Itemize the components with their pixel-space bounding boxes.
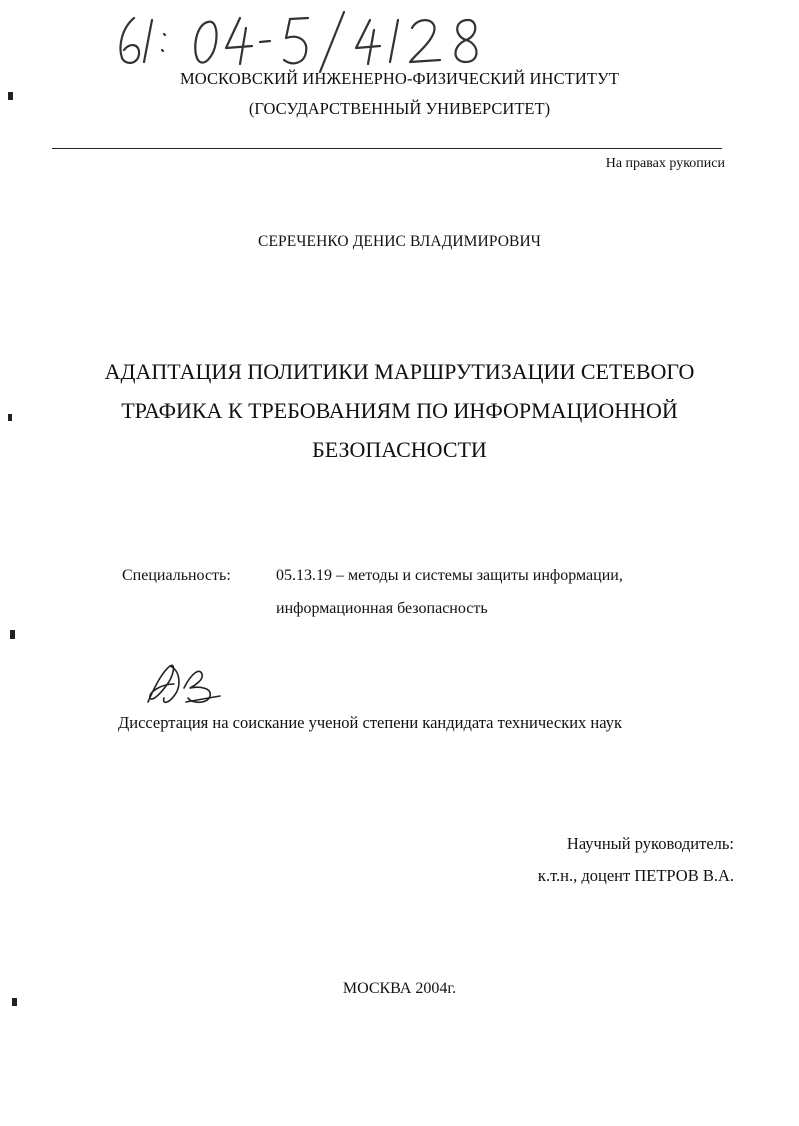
dissertation-title (0, 352, 799, 469)
supervisor-label: Научный руководитель: (566, 834, 734, 853)
handwritten-number-drawing (112, 6, 512, 76)
title-line-1: АДАПТАЦИЯ ПОЛИТИКИ МАРШРУТИЗАЦИИ СЕТЕВОГО (104, 359, 695, 384)
specialty-value-continued: информационная безопасность (276, 600, 488, 617)
thesis-type: Диссертация на соискание ученой степени кандидата технических наук (118, 713, 622, 732)
header-divider (52, 148, 722, 149)
handwritten-signature (140, 658, 230, 710)
title-line-3: БЕЗОПАСНОСТИ (312, 437, 487, 462)
specialty-label: Специальность: (122, 567, 231, 584)
specialty-value: 05.13.19 – методы и системы защиты информации, (276, 567, 623, 584)
scan-mark (8, 414, 12, 421)
institution-name: МОСКОВСКИЙ ИНЖЕНЕРНО-ФИЗИЧЕСКИЙ ИНСТИТУТ (179, 69, 620, 88)
scan-mark (8, 92, 13, 100)
institution-subtitle: (ГОСУДАРСТВЕННЫЙ УНИВЕРСИТЕТ) (248, 99, 551, 118)
author-name: СЕРЕЧЕНКО ДЕНИС ВЛАДИМИРОВИЧ (258, 233, 541, 250)
scan-mark (12, 998, 17, 1006)
signature-drawing (140, 658, 230, 710)
handwritten-registry-number (112, 6, 512, 76)
scan-mark (10, 630, 15, 639)
city-year: МОСКВА 2004г. (342, 980, 457, 997)
rights-note: На правах рукописи (605, 156, 725, 171)
supervisor-name: к.т.н., доцент ПЕТРОВ В.А. (537, 866, 734, 885)
title-line-2: ТРАФИКА К ТРЕБОВАНИЯМ ПО ИНФОРМАЦИОННОЙ (121, 398, 678, 423)
